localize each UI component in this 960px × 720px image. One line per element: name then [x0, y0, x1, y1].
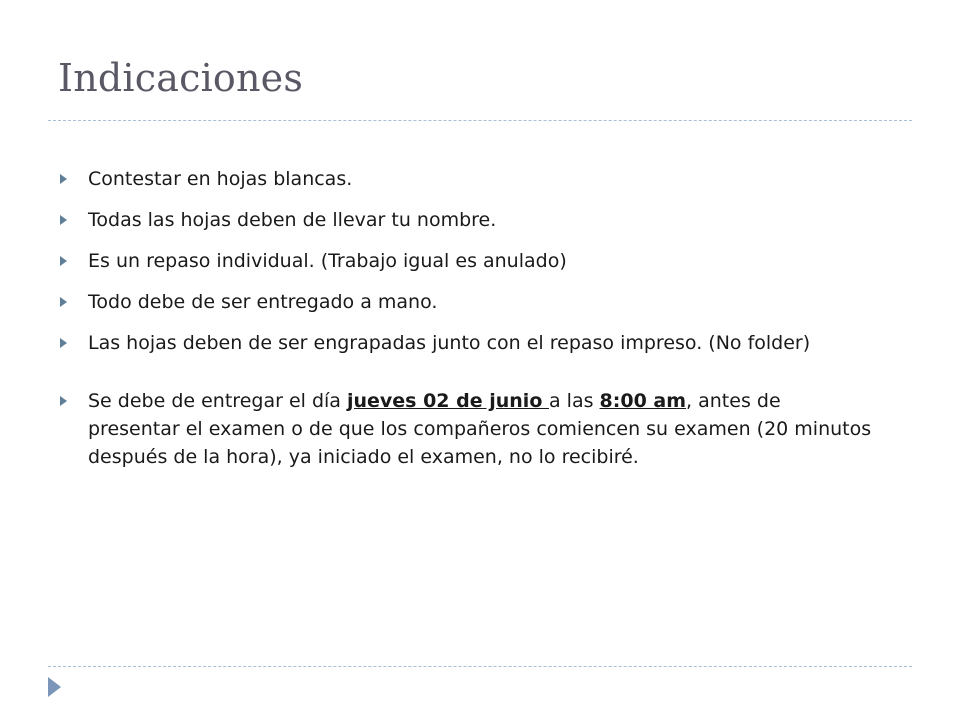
triangle-arrow-icon — [48, 677, 61, 697]
triangle-bullet-icon — [60, 338, 67, 348]
delivery-text — [88, 390, 871, 468]
delivery-text-intro: Se debe de entregar el día — [88, 390, 347, 412]
list-item — [58, 206, 878, 234]
list-item — [58, 288, 878, 316]
footer-divider — [48, 666, 912, 667]
delivery-text-connector: a las — [549, 390, 600, 412]
bullet-list — [58, 165, 878, 484]
list-item-text: Todas las hojas deben de llevar tu nombre. — [88, 209, 497, 231]
list-item-text: Es un repaso individual. (Trabajo igual es anulado) — [88, 250, 567, 272]
list-item — [58, 247, 878, 275]
triangle-bullet-icon — [60, 256, 67, 266]
list-item-text: Contestar en hojas blancas. — [88, 168, 353, 190]
title-divider — [48, 120, 912, 121]
list-item — [58, 329, 878, 357]
triangle-bullet-icon — [60, 297, 67, 307]
delivery-list-item — [58, 387, 878, 471]
triangle-bullet-icon — [60, 215, 67, 225]
list-item-text: Todo debe de ser entregado a mano. — [88, 291, 438, 313]
slide-title: Indicaciones — [58, 56, 304, 100]
list-item-text: Las hojas deben de ser engrapadas junto con el repaso impreso. (No folder) — [88, 332, 811, 354]
triangle-bullet-icon — [60, 396, 67, 406]
delivery-time: 8:00 am — [599, 390, 687, 412]
triangle-bullet-icon — [60, 174, 67, 184]
list-item — [58, 165, 878, 193]
delivery-date: jueves 02 de junio — [346, 390, 549, 412]
delivery-text-rest: , antes de presentar el examen o de que los compañeros comiencen su examen (20 minutos después de la hora), ya iniciado el examen, no lo recibiré. — [88, 390, 872, 468]
